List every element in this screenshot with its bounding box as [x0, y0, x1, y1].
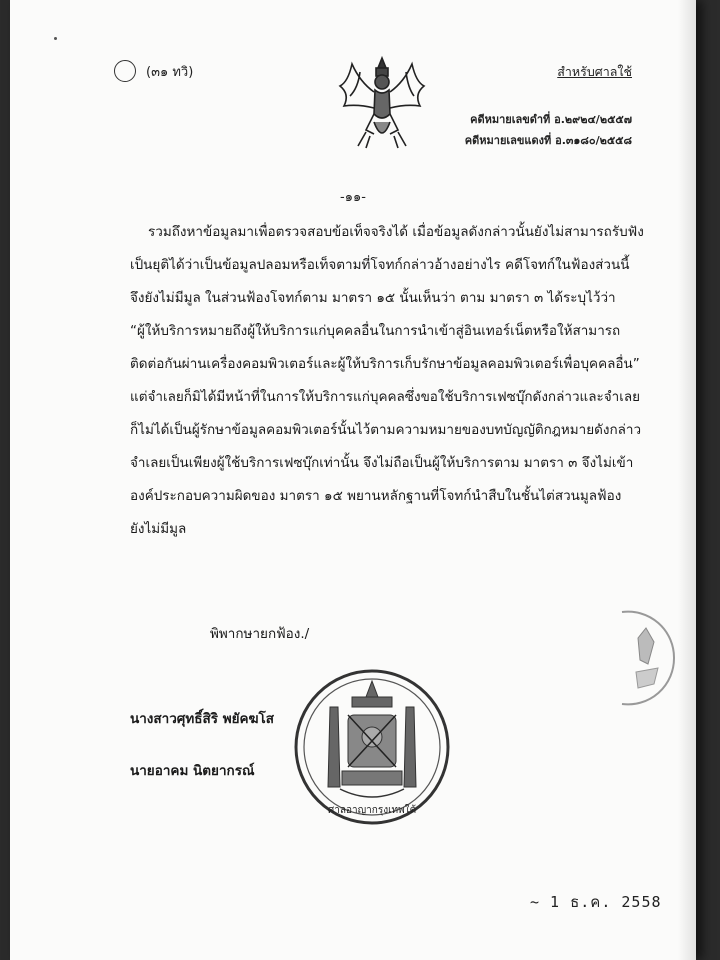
court-seal-icon: [292, 667, 452, 827]
body-line: ก็ไม่ได้เป็นผู้รักษาข้อมูลคอมพิวเตอร์นั้นไว้ตามความหมายของบทบัญญัติกฎหมายดังกล่าว: [130, 422, 642, 438]
court-use-label: สำหรับศาลใช้: [557, 64, 632, 79]
page-edge-shadow: [678, 0, 696, 960]
judge-name: นายอาคม นิตยากรณ์: [130, 763, 255, 779]
document-page: [10, 0, 696, 960]
judgment-body: [120, 216, 655, 546]
judge-name: นางสาวศุทธิ์สิริ พยัคฆโส: [130, 711, 275, 727]
body-line: จึงยังไม่มีมูล ในส่วนฟ้องโจทก์ตาม มาตรา ๑๕ นั้นเห็นว่า ตาม มาตรา ๓ ได้ระบุไว้ว่า: [130, 290, 616, 306]
body-line: “ผู้ให้บริการหมายถึงผู้ให้บริการแก่บุคคลอื่นในการนำเข้าสู่อินเทอร์เน็ตหรือให้สามารถ: [130, 323, 621, 339]
black-case-number: คดีหมายเลขดำที่ อ.๒๙๒๔/๒๕๕๗: [470, 113, 632, 126]
body-line: เป็นยุติได้ว่าเป็นข้อมูลปลอมหรือเท็จตามที่โจทก์กล่าวอ้างอย่างไร คดีโจทก์ในฟ้องส่วนนี้: [130, 257, 630, 273]
page-number: -๑๑-: [340, 190, 366, 205]
body-line: รวมถึงหาข้อมูลมาเพื่อตรวจสอบข้อเท็จจริงได้ เมื่อข้อมูลดังกล่าวนั้นยังไม่สามารถรับฟัง: [148, 224, 644, 240]
body-line: องค์ประกอบความผิดของ มาตรา ๑๕ พยานหลักฐานที่โจทก์นำสืบในชั้นไต่สวนมูลฟ้อง: [130, 488, 622, 504]
garuda-emblem-icon: [330, 52, 435, 152]
body-line: แต่จำเลยก็มิได้มีหน้าที่ในการให้บริการแก่บุคคลซึ่งขอใช้บริการเฟซบุ๊กดังกล่าวและจำเลย: [130, 389, 641, 405]
form-code-block: [114, 60, 193, 82]
body-line: จำเลยเป็นเพียงผู้ใช้บริการเฟซบุ๊กเท่านั้น จึงไม่ถือเป็นผู้ให้บริการตาม มาตรา ๓ จึงไม่เข้า: [130, 455, 634, 471]
circle-mark-icon: [114, 60, 136, 82]
verdict-text: พิพากษายกฟ้อง./: [210, 626, 310, 642]
form-code: (๓๑ ทวิ): [146, 64, 194, 80]
partial-stamp-icon: [618, 608, 678, 708]
speck: [54, 37, 57, 40]
body-line: ติดต่อกันผ่านเครื่องคอมพิวเตอร์และผู้ให้บริการเก็บรักษาข้อมูลคอมพิวเตอร์เพื่อบุคคลอื่น”: [130, 356, 640, 372]
date-stamp: ~ 1 ธ.ค. 2558: [530, 893, 662, 911]
red-case-number: คดีหมายเลขแดงที่ อ.๓๑๘๐/๒๕๕๘: [464, 134, 632, 147]
body-line: ยังไม่มีมูล: [130, 521, 187, 537]
seal-caption: ศาลอาญากรุงเทพใต้: [327, 805, 417, 816]
